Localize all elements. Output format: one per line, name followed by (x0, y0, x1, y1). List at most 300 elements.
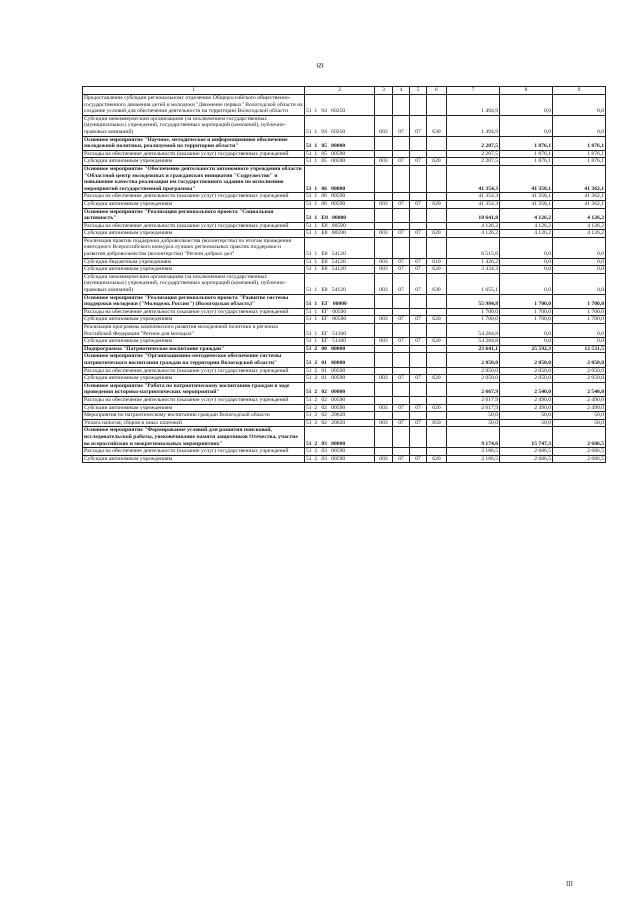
row-value-col8: 0,0 (500, 273, 553, 294)
row-name: Основное мероприятие "Реализация регионального проекта "Развитие системы поддержки молодежи ("Молодежь России") (Вологодская область)" (83, 294, 305, 308)
row-col3: 003 (375, 375, 393, 383)
row-value-col9: 0,0 (553, 115, 606, 136)
row-col5: 07 (410, 266, 427, 274)
table-row (83, 193, 606, 201)
row-col6: 620 (427, 266, 447, 274)
row-name: Субсидии автономным учреждениям (83, 404, 305, 412)
table-row (83, 367, 606, 375)
table-row (83, 345, 606, 353)
table-row (83, 200, 606, 208)
row-value-col8: 4 126,2 (500, 208, 553, 222)
row-col6 (427, 382, 447, 396)
row-value-col8: 41 358,1 (500, 165, 553, 192)
row-col5: 07 (410, 115, 427, 136)
row-col4: 07 (393, 404, 410, 412)
table-row (83, 230, 606, 238)
row-col4 (393, 367, 410, 375)
row-col3 (375, 345, 393, 353)
row-col4: 07 (393, 230, 410, 238)
row-name: Реализация практик поддержки добровольчества (волонтерства) по итогам проведения ежегодного Всероссийского конкурса лучших региональных практик поддержки и развития добровольчества (волонтерства) "Регион добрых дел" (83, 237, 305, 258)
row-col3 (375, 237, 393, 258)
row-value-col7: 2 207,5 (447, 158, 500, 166)
row-col3: 003 (375, 158, 393, 166)
row-name: Субсидии некоммерческим организациям (за исключением государственных (муниципальных) учреждений, государственных корпораций (компаний), публично-правовых компаний) (83, 115, 305, 136)
row-col3 (375, 208, 393, 222)
row-value-col9: 4 126,2 (553, 230, 606, 238)
row-col5: 07 (410, 404, 427, 412)
row-value-col9: 4 126,2 (553, 222, 606, 230)
row-col3 (375, 222, 393, 230)
row-col3: 003 (375, 338, 393, 346)
row-code: 51 1 04 60250 (305, 95, 375, 116)
row-code: 51 2 01 00000 (305, 353, 375, 367)
row-code: 51 1 ЕГ 51160 (305, 338, 375, 346)
row-value-col8: 2 050,0 (500, 353, 553, 367)
row-col5: 07 (410, 419, 427, 427)
row-value-col8: 50,0 (500, 419, 553, 427)
row-col3 (375, 294, 393, 308)
table-row (83, 353, 606, 367)
row-value-col9: 50,0 (553, 419, 606, 427)
row-col4: 07 (393, 455, 410, 463)
row-code: 51 1 06 00590 (305, 193, 375, 201)
row-value-col9: 2 686,5 (553, 455, 606, 463)
row-value-col9: 2 686,5 (553, 448, 606, 456)
row-name: Расходы на обеспечение деятельности (оказание услуг) государственных учреждений (83, 308, 305, 316)
row-col6 (427, 324, 447, 338)
row-value-col9: 2 540,0 (553, 382, 606, 396)
row-value-col8: 1 876,1 (500, 136, 553, 150)
row-col6: 620 (427, 404, 447, 412)
table-row (83, 266, 606, 274)
row-value-col9: 2 686,5 (553, 427, 606, 448)
row-col5: 07 (410, 273, 427, 294)
row-code: 51 2 03 00590 (305, 455, 375, 463)
row-col3 (375, 382, 393, 396)
row-col5: 07 (410, 338, 427, 346)
row-name: Субсидии автономным учреждениям (83, 200, 305, 208)
row-col4 (393, 412, 410, 420)
row-code: 51 1 05 00590 (305, 150, 375, 158)
row-value-col8: 2 490,0 (500, 404, 553, 412)
row-value-col9: 41 362,1 (553, 200, 606, 208)
row-col6: 620 (427, 158, 447, 166)
row-code: 51 2 01 00590 (305, 375, 375, 383)
row-col6 (427, 427, 447, 448)
row-col6 (427, 294, 447, 308)
row-col6: 630 (427, 273, 447, 294)
row-code: 51 1 Е8 00590 (305, 230, 375, 238)
column-header-7: 7 (447, 87, 500, 95)
row-col4: 07 (393, 158, 410, 166)
row-value-col9: 1 876,1 (553, 158, 606, 166)
row-col5: 07 (410, 455, 427, 463)
row-col3 (375, 95, 393, 116)
row-value-col7: 1 494,9 (447, 95, 500, 116)
row-code: 51 2 02 00000 (305, 382, 375, 396)
row-col4 (393, 95, 410, 116)
row-col6 (427, 448, 447, 456)
row-name: Основное мероприятие "Работа по патриотическому воспитанию граждан в ходе проведения историко-патриотических мероприятий" (83, 382, 305, 396)
row-col3: 003 (375, 404, 393, 412)
row-value-col8: 41 358,1 (500, 200, 553, 208)
row-value-col8: 0,0 (500, 237, 553, 258)
table-row (83, 294, 606, 308)
row-value-col9: 0,0 (553, 95, 606, 116)
row-code: 51 1 04 60250 (305, 115, 375, 136)
row-value-col8: 1 700,0 (500, 294, 553, 308)
row-value-col9: 1 700,0 (553, 316, 606, 324)
row-col3: 003 (375, 316, 393, 324)
row-value-col8: 2 050,0 (500, 375, 553, 383)
row-col3 (375, 136, 393, 150)
row-col5 (410, 95, 427, 116)
row-code: 51 2 01 00590 (305, 367, 375, 375)
page-stamp: III (566, 880, 573, 888)
row-name: Субсидии автономным учреждениям (83, 455, 305, 463)
row-col6 (427, 412, 447, 420)
row-name: Субсидии автономным учреждениям (83, 375, 305, 383)
row-name: Расходы на обеспечение деятельности (оказание услуг) государственных учреждений (83, 367, 305, 375)
row-code: 51 2 03 00590 (305, 448, 375, 456)
row-col4 (393, 165, 410, 192)
row-value-col8: 41 358,1 (500, 193, 553, 201)
row-name: Субсидии автономным учреждениям (83, 316, 305, 324)
row-value-col9: 2 050,0 (553, 375, 606, 383)
row-col3 (375, 324, 393, 338)
table-row (83, 208, 606, 222)
row-col5 (410, 193, 427, 201)
row-col3: 003 (375, 419, 393, 427)
row-col3 (375, 367, 393, 375)
row-value-col8: 0,0 (500, 338, 553, 346)
row-name: Подпрограмма "Патриотическое воспитание граждан" (83, 345, 305, 353)
row-value-col7: 55 984,8 (447, 294, 500, 308)
row-value-col7: 50,0 (447, 419, 500, 427)
row-col5 (410, 396, 427, 404)
row-code: 51 1 Е8 00000 (305, 208, 375, 222)
row-code: 51 1 Е8 54120 (305, 266, 375, 274)
row-name: Основное мероприятие "Организационно-методическое обеспечение системы патриотического воспитания граждан на территории Вологодской области" (83, 353, 305, 367)
row-code: 51 2 00 00000 (305, 345, 375, 353)
row-value-col7: 2 617,9 (447, 404, 500, 412)
row-name: Субсидии автономным учреждениям (83, 158, 305, 166)
row-col3: 003 (375, 258, 393, 266)
row-value-col8: 1 876,1 (500, 150, 553, 158)
row-col6: 610 (427, 258, 447, 266)
row-value-col7: 2 050,0 (447, 375, 500, 383)
row-value-col9: 2 490,0 (553, 396, 606, 404)
row-col4 (393, 353, 410, 367)
row-col3 (375, 448, 393, 456)
column-header-9: 9 (553, 87, 606, 95)
table-row (83, 338, 606, 346)
row-col4: 07 (393, 115, 410, 136)
row-value-col9: 41 362,1 (553, 193, 606, 201)
row-name: Субсидии некоммерческим организациям (за исключением государственных (муниципальных) учреждений, государственных корпораций (компаний), публично-правовых компаний) (83, 273, 305, 294)
table-row (83, 396, 606, 404)
row-col4 (393, 237, 410, 258)
row-col4 (393, 427, 410, 448)
row-col5: 07 (410, 375, 427, 383)
row-code: 51 2 03 00000 (305, 427, 375, 448)
column-header-6: 6 (427, 87, 447, 95)
row-col5 (410, 345, 427, 353)
table-row (83, 427, 606, 448)
row-name: Расходы на обеспечение деятельности (оказание услуг) государственных учреждений (83, 150, 305, 158)
table-row (83, 158, 606, 166)
row-col6: 620 (427, 316, 447, 324)
row-name: Уплата налогов, сборов и иных платежей (83, 419, 305, 427)
row-value-col7: 9 174,6 (447, 427, 500, 448)
row-value-col8: 1 700,0 (500, 316, 553, 324)
row-value-col7: 2 050,0 (447, 353, 500, 367)
column-header-5: 5 (410, 87, 427, 95)
row-value-col7: 2 050,0 (447, 367, 500, 375)
row-value-col7: 1 494,9 (447, 115, 500, 136)
row-col5: 07 (410, 316, 427, 324)
row-code: 51 1 Е8 54120 (305, 273, 375, 294)
row-name: Субсидии бюджетным учреждениям (83, 258, 305, 266)
row-value-col8: 2 686,5 (500, 455, 553, 463)
row-col6 (427, 193, 447, 201)
row-name: Мероприятия по патриотическому воспитанию граждан Вологодской области (83, 412, 305, 420)
row-col5 (410, 294, 427, 308)
row-value-col8: 2 050,0 (500, 367, 553, 375)
row-value-col7: 1 655,1 (447, 273, 500, 294)
row-col6: 620 (427, 338, 447, 346)
row-col6 (427, 353, 447, 367)
row-value-col7: 3 186,5 (447, 455, 500, 463)
row-value-col9: 2 490,0 (553, 404, 606, 412)
row-value-col9: 0,0 (553, 273, 606, 294)
row-col4: 07 (393, 419, 410, 427)
row-col5: 07 (410, 200, 427, 208)
row-col5 (410, 308, 427, 316)
row-col3 (375, 193, 393, 201)
row-col5 (410, 412, 427, 420)
row-col4 (393, 382, 410, 396)
row-name: Расходы на обеспечение деятельности (оказание услуг) государственных учреждений (83, 396, 305, 404)
row-value-col9: 0,0 (553, 258, 606, 266)
row-col4 (393, 294, 410, 308)
table-row (83, 324, 606, 338)
row-value-col9: 0,0 (553, 237, 606, 258)
row-col5 (410, 353, 427, 367)
row-name: Расходы на обеспечение деятельности (оказание услуг) государственных учреждений (83, 448, 305, 456)
row-col4 (393, 396, 410, 404)
row-col3 (375, 308, 393, 316)
row-code: 51 1 ЕГ 51160 (305, 324, 375, 338)
row-col4 (393, 448, 410, 456)
row-col3: 003 (375, 455, 393, 463)
row-value-col8: 1 876,1 (500, 158, 553, 166)
row-value-col9: 0,0 (553, 324, 606, 338)
row-col5 (410, 150, 427, 158)
row-name: Расходы на обеспечение деятельности (оказание услуг) государственных учреждений (83, 222, 305, 230)
row-value-col7: 4 126,2 (447, 222, 500, 230)
row-col6: 850 (427, 419, 447, 427)
row-code: 51 1 ЕГ 00590 (305, 316, 375, 324)
row-value-col8: 0,0 (500, 95, 553, 116)
table-row (83, 115, 606, 136)
row-code: 51 1 06 00000 (305, 165, 375, 192)
table-row (83, 273, 606, 294)
row-value-col7: 23 641,1 (447, 345, 500, 353)
row-col5 (410, 367, 427, 375)
row-col3: 003 (375, 266, 393, 274)
table-row (83, 165, 606, 192)
row-value-col7: 1 700,0 (447, 316, 500, 324)
row-col5 (410, 237, 427, 258)
row-col6 (427, 208, 447, 222)
row-code: 51 1 ЕГ 00000 (305, 294, 375, 308)
row-col6 (427, 345, 447, 353)
row-col6 (427, 136, 447, 150)
row-value-col7: 54 284,8 (447, 338, 500, 346)
row-name: Основное мероприятие "Реализация регионального проекта "Социальная активность" (83, 208, 305, 222)
row-col3 (375, 165, 393, 192)
row-col3 (375, 150, 393, 158)
row-value-col8: 4 126,2 (500, 230, 553, 238)
row-value-col7: 3 186,5 (447, 448, 500, 456)
row-value-col9: 1 876,1 (553, 136, 606, 150)
row-col3: 003 (375, 230, 393, 238)
row-col3: 003 (375, 115, 393, 136)
table-row (83, 382, 606, 396)
row-code: 51 2 02 00590 (305, 396, 375, 404)
row-col6 (427, 222, 447, 230)
row-value-col8: 0,0 (500, 115, 553, 136)
table-row (83, 419, 606, 427)
row-value-col7: 2 617,9 (447, 396, 500, 404)
row-value-col8: 0,0 (500, 324, 553, 338)
row-col5: 07 (410, 158, 427, 166)
row-code: 51 1 06 00590 (305, 200, 375, 208)
row-value-col7: 6 515,6 (447, 237, 500, 258)
row-code: 51 1 Е8 54120 (305, 258, 375, 266)
row-col6 (427, 95, 447, 116)
row-col4: 07 (393, 375, 410, 383)
row-col4 (393, 136, 410, 150)
table-row (83, 375, 606, 383)
row-code: 51 1 05 00000 (305, 136, 375, 150)
row-col5 (410, 222, 427, 230)
table-row (83, 150, 606, 158)
row-code: 51 2 02 20620 (305, 412, 375, 420)
page-number: 69 (316, 62, 324, 70)
row-col4: 07 (393, 338, 410, 346)
row-col4: 07 (393, 258, 410, 266)
row-value-col7: 41 354,3 (447, 200, 500, 208)
row-value-col8: 2 490,0 (500, 396, 553, 404)
row-name: Субсидии автономным учреждениям (83, 338, 305, 346)
table-header-row (83, 87, 606, 95)
row-col4: 07 (393, 266, 410, 274)
row-col4 (393, 193, 410, 201)
row-value-col9: 50,0 (553, 412, 606, 420)
row-value-col9: 12 531,5 (553, 345, 606, 353)
row-col6: 620 (427, 455, 447, 463)
row-col5 (410, 324, 427, 338)
row-value-col7: 41 354,3 (447, 193, 500, 201)
row-value-col7: 2 207,5 (447, 150, 500, 158)
row-name: Субсидии автономным учреждениям (83, 266, 305, 274)
table-row (83, 95, 606, 116)
row-value-col8: 15 747,3 (500, 427, 553, 448)
row-col5: 07 (410, 230, 427, 238)
row-col4 (393, 222, 410, 230)
row-code: 51 1 05 00590 (305, 158, 375, 166)
row-col6: 620 (427, 200, 447, 208)
row-code: 51 2 02 20620 (305, 419, 375, 427)
table-row (83, 404, 606, 412)
row-col4 (393, 150, 410, 158)
column-header-4: 4 (393, 87, 410, 95)
row-value-col9: 2 050,0 (553, 367, 606, 375)
row-col4: 07 (393, 200, 410, 208)
table-row (83, 455, 606, 463)
table-row (83, 222, 606, 230)
row-name: Основное мероприятие "Формирование условий для развития поисковой, исследовательской работы, увековечивание памяти защитников Отечества, участие во всероссийских и межрегиональных мероприятиях" (83, 427, 305, 448)
table-row (83, 412, 606, 420)
row-col6: 630 (427, 115, 447, 136)
column-header-8: 8 (500, 87, 553, 95)
row-value-col9: 0,0 (553, 266, 606, 274)
row-value-col9: 1 876,1 (553, 150, 606, 158)
row-col5: 07 (410, 258, 427, 266)
row-value-col7: 10 641,8 (447, 208, 500, 222)
row-value-col7: 54 284,8 (447, 324, 500, 338)
row-col6 (427, 237, 447, 258)
row-value-col9: 41 362,1 (553, 165, 606, 192)
row-value-col7: 2 667,9 (447, 382, 500, 396)
row-value-col8: 4 126,2 (500, 222, 553, 230)
row-value-col8: 0,0 (500, 266, 553, 274)
row-col5 (410, 427, 427, 448)
column-header-1: 1 (83, 87, 305, 95)
row-value-col7: 50,0 (447, 412, 500, 420)
row-col4 (393, 208, 410, 222)
table-body (83, 95, 606, 463)
row-value-col8: 2 686,5 (500, 448, 553, 456)
row-col3 (375, 412, 393, 420)
row-col4 (393, 308, 410, 316)
row-col4 (393, 324, 410, 338)
row-col5 (410, 382, 427, 396)
row-col5 (410, 208, 427, 222)
row-col5 (410, 136, 427, 150)
row-col3: 003 (375, 273, 393, 294)
row-value-col9: 4 126,2 (553, 208, 606, 222)
row-value-col9: 1 700,0 (553, 294, 606, 308)
row-value-col7: 41 354,3 (447, 165, 500, 192)
row-name: Предоставление субсидии региональному отделению Общероссийского общественно-государственного движения детей и молодежи "Движение первых" Вологодской области на создание условий для обеспечения деятельности на территории Вологодской области (84, 95, 303, 115)
table-row (83, 258, 606, 266)
row-value-col7: 3 434,3 (447, 266, 500, 274)
row-code: 51 2 02 00590 (305, 404, 375, 412)
table-row (83, 136, 606, 150)
row-code: 51 1 Е8 00590 (305, 222, 375, 230)
column-header-2: 2 (305, 87, 375, 95)
row-name: Субсидии автономным учреждениям (83, 230, 305, 238)
row-col3 (375, 396, 393, 404)
row-col5 (410, 448, 427, 456)
table-row (83, 237, 606, 258)
column-header-3: 3 (375, 87, 393, 95)
row-col3 (375, 427, 393, 448)
row-value-col7: 2 207,5 (447, 136, 500, 150)
